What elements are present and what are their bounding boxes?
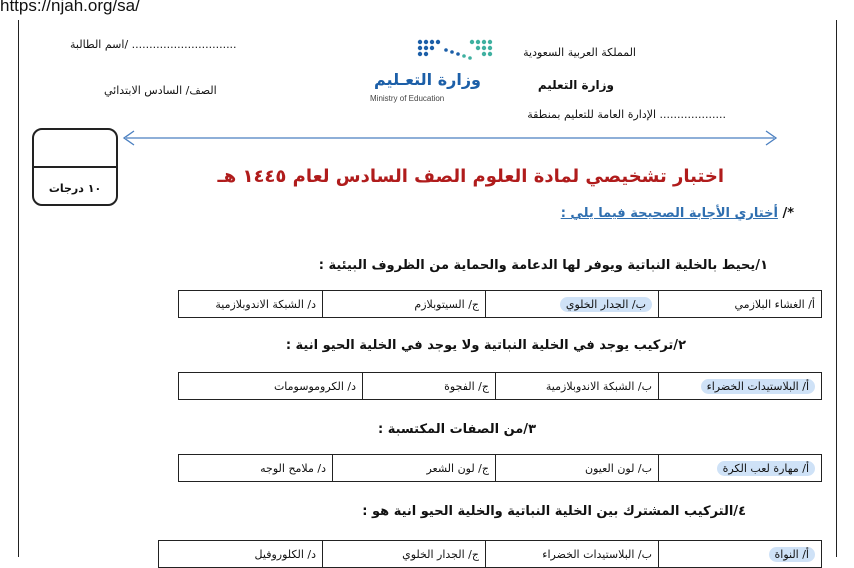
q3-option-d[interactable]: د/ ملامح الوجه — [179, 455, 333, 482]
exam-title: اختبار تشخيصي لمادة العلوم الصف السادس لعام ١٤٤٥ هـ — [217, 166, 724, 187]
question-1: ١/يحيط بالخلية النباتية ويوفر لها الدعامة والحماية من الظروف البيئية : — [318, 258, 768, 273]
question-3: ٣/من الصفات المكتسبة : — [378, 422, 536, 437]
kingdom-label: المملكة العربية السعودية — [523, 46, 636, 59]
question-2: ٢/تركيب يوجد في الخلية النباتية ولا يوجد في الخلية الحيو انية : — [285, 338, 686, 353]
q2-option-a[interactable]: أ/ البلاستيدات الخضراء — [659, 373, 822, 400]
instruction-text: أختاري الأجابة الصحيحة فيما يلي : — [560, 206, 778, 221]
q1-option-a[interactable]: أ/ الغشاء البلازمي — [659, 291, 822, 318]
q2-option-c[interactable]: ج/ الفجوة — [363, 373, 496, 400]
q2-option-d[interactable]: د/ الكروموسومات — [179, 373, 363, 400]
instruction-prefix: */ — [777, 206, 794, 221]
grade-box-label: ١٠ درجات — [48, 182, 102, 195]
admin-label: الإدارة العامة للتعليم بمنطقة ................... — [527, 108, 726, 121]
q1-option-c[interactable]: ج/ السيتوبلازم — [323, 291, 486, 318]
q4-option-d[interactable]: د/ الكلوروفيل — [159, 541, 323, 568]
ministry-label: وزارة التعليم — [537, 78, 614, 92]
q3-option-a[interactable]: أ/ مهارة لعب الكرة — [659, 455, 822, 482]
q1-option-d[interactable]: د/ الشبكة الاندوبلازمية — [179, 291, 323, 318]
q3-option-b[interactable]: ب/ لون العيون — [496, 455, 659, 482]
frame-right-line — [836, 20, 837, 557]
logo-dots-icon — [416, 36, 506, 68]
logo-english-text: Ministry of Education — [370, 94, 445, 103]
question-4-options — [158, 540, 822, 568]
question-4: ٤/التركيب المشترك بين الخلية النباتية والخلية الحيو انية هو : — [362, 504, 746, 519]
q3-option-c[interactable]: ج/ لون الشعر — [333, 455, 496, 482]
ministry-logo — [366, 34, 496, 116]
grade-box-score-area — [34, 130, 116, 168]
q4-option-c[interactable]: ج/ الجدار الخلوي — [323, 541, 486, 568]
grade-label: الصف/ السادس الابتدائي — [104, 84, 217, 97]
question-3-options — [178, 454, 822, 482]
q4-option-a[interactable]: أ/ النواة — [659, 541, 822, 568]
q1-option-b[interactable]: ب/ الجدار الخلوي — [486, 291, 659, 318]
question-1-options — [178, 290, 822, 318]
q4-option-b[interactable]: ب/ البلاستيدات الخضراء — [486, 541, 659, 568]
logo-arabic-text: وزارة التعـليم — [374, 70, 481, 89]
frame-left-line — [18, 20, 19, 557]
double-arrow-icon — [120, 128, 780, 148]
instruction — [561, 206, 794, 221]
student-name-field: اسم الطالبة/ .............................. — [70, 38, 237, 51]
question-2-options — [178, 372, 822, 400]
q2-option-b[interactable]: ب/ الشبكة الاندوبلازمية — [496, 373, 659, 400]
page-url: https://njah.org/sa/ — [0, 0, 140, 15]
grade-box — [32, 128, 118, 206]
